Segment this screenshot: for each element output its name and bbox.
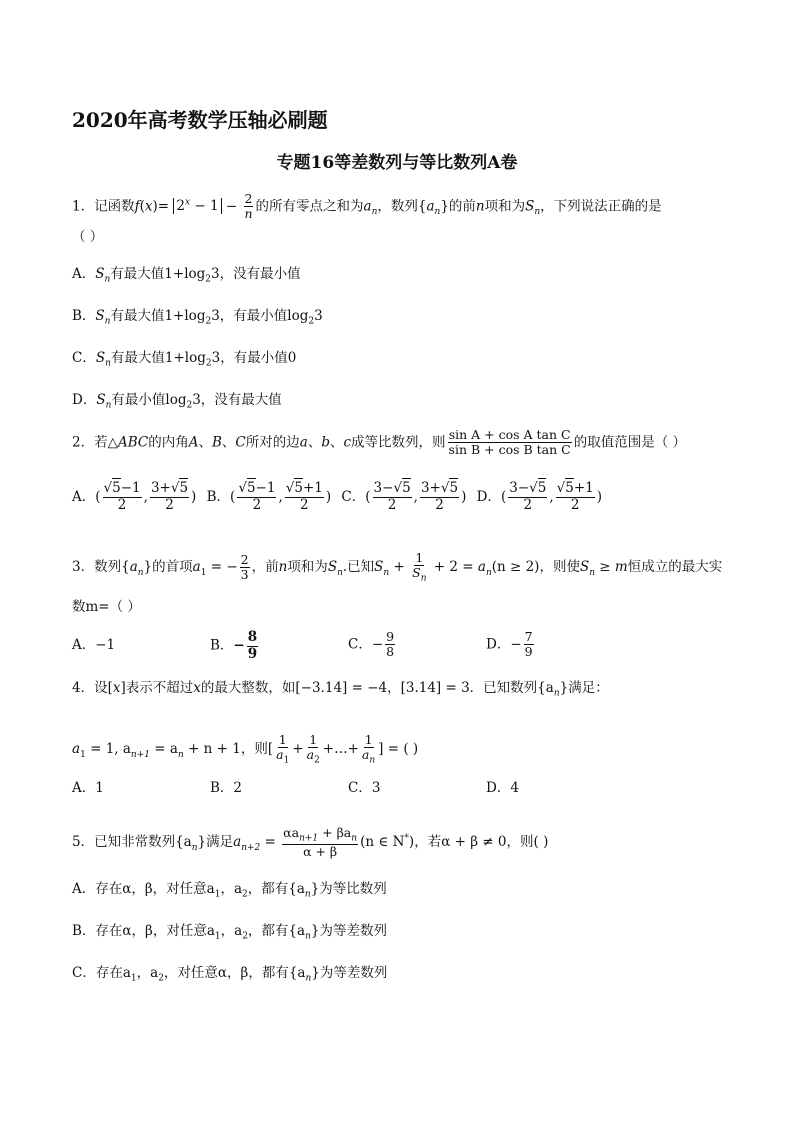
question-1-option-a: A．$S_n$有最大值$1+\log_23$，没有最小值	[72, 266, 301, 285]
question-2-option-a: A．( $\frac{√5-1}{2}$ , $\frac{3+√5}{2}$ )	[72, 480, 197, 513]
question-2-stem: 2．若△ABC的内角A、B、C所对的边a、b、c成等比数列，则 $\frac{\text{sin A + cos A tan C}}{\text{sin B + cos B tan C}}$ 的取值范围是（ ）	[72, 427, 687, 458]
question-2-options	[72, 481, 602, 513]
question-4-stem-cont: $a_1 = 1$, $a_{n+1} = a_n + n + 1$，则[ $\frac{1}{a_1}$ + $\frac{1}{a_2}$ +…+ $\frac{1}{a_n}$ ] = ( )	[72, 732, 419, 766]
question-4-stem: 4．设[x]表示不超过x的最大整数，如[−3.14] = −4，[3.14] = 3．已知数列$\{a_n\}$满足：	[72, 680, 609, 699]
question-3-option-c: C．− $\frac{9}{8}$	[348, 629, 395, 660]
question-3-stem-cont: 数m=（ ）	[72, 599, 141, 615]
question-5-option-c: C．存在$a_1$，$a_2$，对任意α，β，都有$\{a_n\}$为等差数列	[72, 965, 388, 984]
question-5-stem: 5．已知非常数列$\{a_n\}$满足$a_{n+2}$ = $\frac{\alpha a_{n+1} + \beta a_n}{\alpha + \beta}$ (n ∈ N*)，若α + β ≠ 0，则( )	[72, 825, 549, 859]
question-3-stem: 3．数列$\{a_n\}$的首项$a_1$ = − $\frac{2}{3}$ ，前n项和为$S_n$.已知$S_n$ + $\frac{1}{S_n}$ + $2 = a_n(n \ge 2)$，则使$S_n \ge m$恒成立的最大实	[72, 550, 723, 584]
question-5-option-a: A．存在α，β，对任意$a_1$，$a_2$，都有$\{a_n\}$为等比数列	[72, 881, 387, 900]
question-4-option-c: C．3	[348, 780, 381, 796]
question-5-option-b: B．存在α，β，对任意$a_1$，$a_2$，都有$\{a_n\}$为等差数列	[72, 923, 387, 942]
question-4-option-d: D．4	[486, 780, 519, 796]
question-1-stem: 1．记函数$f(x)= 2^x - 1$ − $\frac{2}{n}$ 的所有零点之和为$a_n$，数列$\{a_n\}$的前n项和为$S_n$，下列说法正确的是	[72, 191, 662, 222]
question-1-option-d: D．$S_n$有最小值$\log_23$，没有最大值	[72, 392, 282, 411]
question-2-option-c: C．( $\frac{3-√5}{2}$ , $\frac{3+√5}{2}$ )	[341, 480, 467, 513]
question-4-option-a: A．1	[72, 780, 104, 796]
question-3-option-b: B．− $\frac{8}{9}$	[210, 629, 258, 662]
question-1-option-c: C．$S_n$有最大值$1+\log_23$，有最小值0	[72, 350, 297, 369]
question-4-option-b: B．2	[210, 780, 243, 796]
page-title: 2020年高考数学压轴必刷题	[72, 108, 328, 132]
question-2-option-d: D．( $\frac{3-√5}{2}$ , $\frac{√5+1}{2}$ )	[476, 480, 603, 513]
question-2-option-b: B．( $\frac{√5-1}{2}$ , $\frac{√5+1}{2}$ )	[206, 480, 332, 513]
question-1-option-b: B．$S_n$有最大值$1+\log_23$，有最小值$\log_23$	[72, 308, 323, 327]
question-3-option-a: A．−1	[72, 637, 116, 653]
page-subtitle: 专题16等差数列与等比数列A卷	[276, 153, 518, 173]
question-3-option-d: D．− $\frac{7}{9}$	[486, 629, 533, 660]
question-1-blank: （ ）	[72, 229, 104, 245]
